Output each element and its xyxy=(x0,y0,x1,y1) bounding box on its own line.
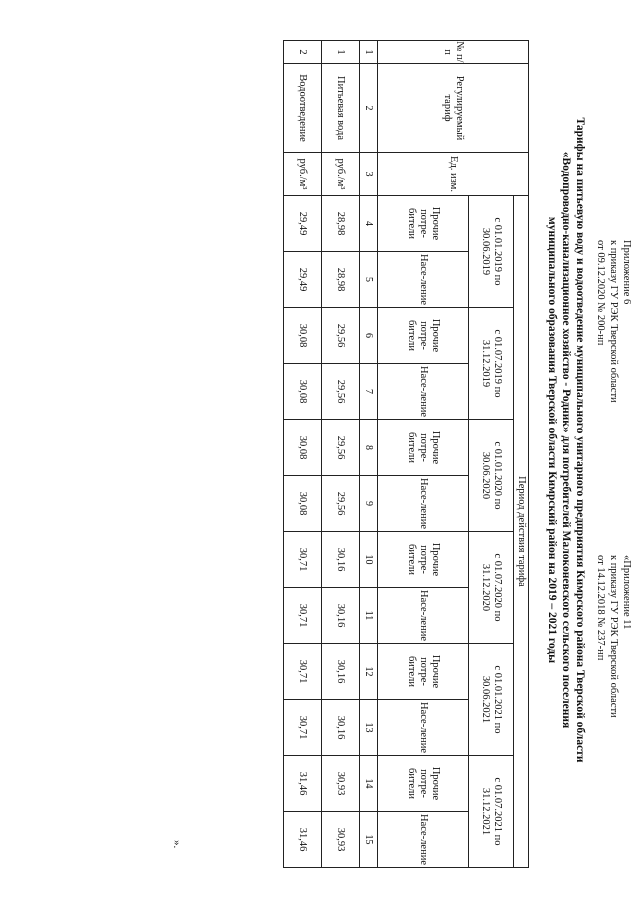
tariff-value: 30,71 xyxy=(284,644,322,700)
subheader-other: Прочие потре-бители xyxy=(378,756,469,812)
header-number: № п/п xyxy=(378,41,529,64)
subheader-other: Прочие потре-бители xyxy=(378,644,469,700)
tariff-value: 30,16 xyxy=(322,644,360,700)
appendix-label: «Приложение 11 xyxy=(621,555,632,630)
table-row xyxy=(284,41,322,868)
tariff-value: 29,49 xyxy=(284,196,322,252)
column-number: 5 xyxy=(360,252,378,308)
title-line: Тарифы на питьевую воду и водоотведение муниципального унитарного предприятия Кимрского района Тверской области xyxy=(574,117,586,763)
appendix-label: Приложение 6 xyxy=(621,240,632,305)
subheader-population: Насе-ление xyxy=(378,364,469,420)
subheader-population: Насе-ление xyxy=(378,588,469,644)
column-number: 15 xyxy=(360,812,378,868)
column-number: 8 xyxy=(360,420,378,476)
tariff-value: 30,16 xyxy=(322,700,360,756)
tariff-value: 30,08 xyxy=(284,420,322,476)
tariff-value: 28,98 xyxy=(322,196,360,252)
tariff-value: 30,93 xyxy=(322,812,360,868)
tariff-value: 29,49 xyxy=(284,252,322,308)
tariff-table xyxy=(283,40,529,868)
column-number: 10 xyxy=(360,532,378,588)
column-number: 13 xyxy=(360,700,378,756)
period-3: с 01.01.2020 по 30.06.2020 xyxy=(469,420,514,532)
header-tariff: Регулируемый тариф xyxy=(378,64,529,153)
tariff-value: 31,46 xyxy=(284,756,322,812)
tariff-value: 30,93 xyxy=(322,756,360,812)
period-5: с 01.01.2021 по 30.06.2021 xyxy=(469,644,514,756)
row-number: 2 xyxy=(284,41,322,64)
appendix-header-current xyxy=(594,240,633,403)
period-4: с 01.07.2020 по 31.12.2020 xyxy=(469,532,514,644)
tariff-value: 29,56 xyxy=(322,364,360,420)
subheader-population: Насе-ление xyxy=(378,476,469,532)
tariff-value: 29,56 xyxy=(322,308,360,364)
period-2: с 01.07.2019 по 31.12.2019 xyxy=(469,308,514,420)
closing-quote: ». xyxy=(171,840,183,849)
tariff-value: 30,71 xyxy=(284,588,322,644)
row-number: 1 xyxy=(322,41,360,64)
column-number: 12 xyxy=(360,644,378,700)
tariff-value: 30,16 xyxy=(322,588,360,644)
column-number: 4 xyxy=(360,196,378,252)
tariff-value: 30,08 xyxy=(284,364,322,420)
column-number: 9 xyxy=(360,476,378,532)
appendix-order-ref: к приказу ГУ РЭК Тверской области xyxy=(608,555,619,718)
tariff-value: 29,56 xyxy=(322,476,360,532)
tariff-value: 30,16 xyxy=(322,532,360,588)
row-unit: руб./м³ xyxy=(322,153,360,196)
subheader-other: Прочие потре-бители xyxy=(378,308,469,364)
subheader-population: Насе-ление xyxy=(378,812,469,868)
subheader-other: Прочие потре-бители xyxy=(378,196,469,252)
tariff-value: 29,56 xyxy=(322,420,360,476)
header-unit: Ед. изм. xyxy=(378,153,529,196)
column-number: 2 xyxy=(360,64,378,153)
tariff-value: 31,46 xyxy=(284,812,322,868)
title-line: «Водопроводно-канализационное хозяйство - Родник» для потребителей Малоконевского сельского поселения xyxy=(560,151,572,729)
tariff-value: 30,08 xyxy=(284,476,322,532)
appendix-order-date: от 14.12.2018 № 237-нп xyxy=(595,555,606,661)
column-number: 7 xyxy=(360,364,378,420)
title-line: муниципального образования Тверской области Кимрский район на 2019 – 2021 годы xyxy=(546,216,558,664)
column-number-row xyxy=(360,41,378,868)
row-tariff-name: Водоотведение xyxy=(284,64,322,153)
subheader-population: Насе-ление xyxy=(378,700,469,756)
period-6: с 01.07.2021 по 31.12.2021 xyxy=(469,756,514,868)
appendix-order-date: от 09.12.2020 № 200-нп xyxy=(595,240,606,346)
tariff-value: 30,08 xyxy=(284,308,322,364)
period-1: с 01.01.2019 по 30.06.2019 xyxy=(469,196,514,308)
row-tariff-name: Питьевая вода xyxy=(322,64,360,153)
table-row xyxy=(322,41,360,868)
document-title xyxy=(545,110,587,770)
column-number: 3 xyxy=(360,153,378,196)
column-number: 14 xyxy=(360,756,378,812)
column-number: 1 xyxy=(360,41,378,64)
tariff-value: 30,71 xyxy=(284,532,322,588)
column-number: 11 xyxy=(360,588,378,644)
column-number: 6 xyxy=(360,308,378,364)
subheader-other: Прочие потре-бители xyxy=(378,532,469,588)
header-period: Период действия тарифа xyxy=(514,196,529,868)
row-unit: руб./м³ xyxy=(284,153,322,196)
appendix-order-ref: к приказу ГУ РЭК Тверской области xyxy=(608,240,619,403)
appendix-header-original xyxy=(594,555,633,718)
tariff-value: 28,98 xyxy=(322,252,360,308)
subheader-population: Насе-ление xyxy=(378,252,469,308)
tariff-value: 30,71 xyxy=(284,700,322,756)
subheader-other: Прочие потре-бители xyxy=(378,420,469,476)
